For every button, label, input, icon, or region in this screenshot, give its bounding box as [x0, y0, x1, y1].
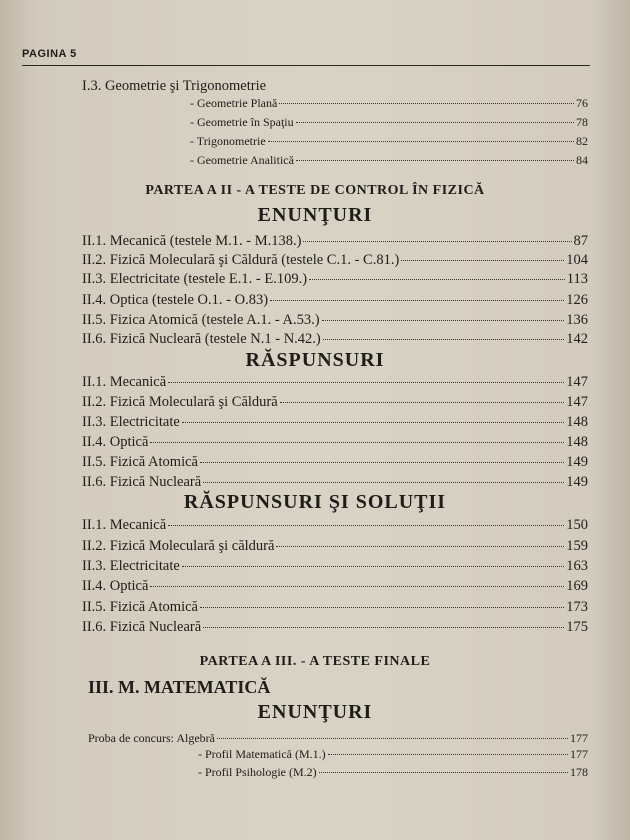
- toc-entry-text: II.3. Electricitate: [82, 414, 180, 430]
- toc-entry-text: - Profil Psihologie (M.2): [198, 765, 317, 779]
- toc-entry: [82, 414, 588, 431]
- dot-leader: [296, 122, 574, 123]
- toc-entry: [190, 115, 588, 130]
- toc-entry-page: 150: [566, 517, 588, 533]
- toc-entry: [198, 765, 588, 780]
- toc-entry-text: II.2. Fizică Moleculară şi Căldură: [82, 394, 278, 410]
- toc-entry-page: 147: [566, 394, 588, 410]
- toc-section-title: [82, 78, 266, 95]
- toc-entry-page: 163: [566, 558, 588, 574]
- toc-entry: [82, 599, 588, 616]
- toc-entry-page: 87: [573, 233, 588, 249]
- dot-leader: [323, 339, 565, 340]
- dot-leader: [168, 382, 564, 383]
- toc-entry-text: II.4. Optică: [82, 578, 149, 594]
- dot-leader: [217, 738, 568, 739]
- toc-entry: [190, 96, 588, 111]
- toc-entry-text: I.3. Geometrie şi Trigonometrie: [82, 78, 267, 94]
- toc-entry-page: 177: [570, 731, 588, 745]
- dot-leader: [150, 586, 564, 587]
- toc-entry-page: 136: [566, 312, 588, 328]
- page-label: PAGINA 5: [22, 48, 77, 60]
- section-heading: ENUNŢURI: [257, 701, 373, 723]
- toc-entry-page: 177: [570, 747, 588, 761]
- dot-leader: [401, 260, 564, 261]
- dot-leader: [322, 320, 565, 321]
- toc-entry-text: II.3. Electricitate: [82, 558, 180, 574]
- toc-entry-page: 148: [566, 434, 588, 450]
- toc-entry-page: 148: [566, 414, 588, 430]
- dot-leader: [168, 525, 564, 526]
- toc-entry-page: 173: [566, 599, 588, 615]
- dot-leader: [279, 103, 574, 104]
- part-title: PARTEA A II - A TESTE DE CONTROL ÎN FIZICĂ: [145, 183, 485, 198]
- toc-entry-text: II.5. Fizică Atomică: [82, 454, 198, 470]
- subject-title: III. M. MATEMATICĂ: [88, 677, 271, 697]
- toc-entry-page: 159: [566, 538, 588, 554]
- toc-entry-page: 149: [566, 474, 588, 490]
- part-title: PARTEA A III. - A TESTE FINALE: [199, 654, 431, 669]
- dot-leader: [309, 279, 565, 280]
- dot-leader: [270, 300, 564, 301]
- toc-entry-page: 169: [566, 578, 588, 594]
- toc-entry-text: - Geometrie Plană: [190, 96, 278, 110]
- toc-entry-text: Proba de concurs: Algebră: [88, 731, 215, 745]
- toc-entry-page: 78: [576, 115, 588, 129]
- toc-entry: [82, 619, 588, 636]
- dot-leader: [276, 546, 564, 547]
- toc-entry: [82, 394, 588, 411]
- toc-entry-page: 149: [566, 454, 588, 470]
- toc-entry-text: II.1. Mecanică (testele M.1. - M.138.): [82, 233, 302, 249]
- toc-entry: [82, 233, 588, 250]
- dot-leader: [200, 607, 564, 608]
- toc-entry-text: II.6. Fizică Nucleară: [82, 474, 202, 490]
- toc-entry-text: II.5. Fizica Atomică (testele A.1. - A.53.): [82, 312, 320, 328]
- toc-entry: [82, 558, 588, 575]
- toc-entry-text: II.6. Fizică Nucleară: [82, 619, 202, 635]
- toc-entry-page: 126: [566, 292, 588, 308]
- toc-entry-text: II.1. Mecanică: [82, 374, 167, 390]
- dot-leader: [296, 160, 574, 161]
- toc-entry-text: II.4. Optică: [82, 434, 149, 450]
- toc-entry-text: II.5. Fizică Atomică: [82, 599, 198, 615]
- toc-entry-text: - Trigonometrie: [190, 134, 266, 148]
- toc-entry: [82, 538, 588, 555]
- toc-entry-text: - Geometrie Analitică: [190, 153, 294, 167]
- toc-entry: [198, 747, 588, 762]
- toc-entry-text: II.3. Electricitate (testele E.1. - E.109.): [82, 271, 308, 287]
- dot-leader: [182, 422, 564, 423]
- section-heading: RĂSPUNSURI ŞI SOLUŢII: [183, 491, 447, 513]
- toc-entry: [82, 292, 588, 309]
- toc-entry: [82, 517, 588, 534]
- toc-entry-page: 175: [566, 619, 588, 635]
- toc-entry: [190, 134, 588, 149]
- toc-entry-text: - Profil Matematică (M.1.): [198, 747, 326, 761]
- toc-entry: [82, 474, 588, 491]
- section-heading: RĂSPUNSURI: [245, 349, 385, 371]
- dot-leader: [280, 402, 565, 403]
- dot-leader: [268, 141, 574, 142]
- toc-entry-page: 84: [576, 153, 588, 167]
- toc-entry-text: II.2. Fizică Moleculară şi Căldură (testele C.1. - C.81.): [82, 252, 400, 268]
- toc-entry: [88, 731, 588, 746]
- dot-leader: [303, 241, 571, 242]
- toc-entry: [82, 374, 588, 391]
- dot-leader: [319, 772, 568, 773]
- dot-leader: [203, 482, 564, 483]
- toc-entry-page: 147: [566, 374, 588, 390]
- dot-leader: [328, 754, 568, 755]
- toc-entry: [82, 252, 588, 269]
- toc-entry: [82, 312, 588, 329]
- section-heading: ENUNŢURI: [257, 204, 373, 226]
- toc-entry-page: 142: [566, 331, 588, 347]
- toc-entry: [82, 578, 588, 595]
- toc-entry: [82, 271, 588, 288]
- toc-entry-text: II.4. Optica (testele O.1. - O.83): [82, 292, 269, 308]
- toc-entry-page: 82: [576, 134, 588, 148]
- toc-entry-page: 113: [566, 271, 588, 287]
- dot-leader: [203, 627, 564, 628]
- toc-entry-text: II.1. Mecanică: [82, 517, 167, 533]
- dot-leader: [182, 566, 564, 567]
- toc-entry: [82, 331, 588, 348]
- toc-entry-page: 104: [566, 252, 588, 268]
- toc-entry-text: II.2. Fizică Moleculară şi căldură: [82, 538, 275, 554]
- toc-entry: [190, 153, 588, 168]
- toc-entry-page: 178: [570, 765, 588, 779]
- dot-leader: [150, 442, 564, 443]
- toc-entry-text: - Geometrie în Spaţiu: [190, 115, 294, 129]
- toc-entry-text: II.6. Fizică Nucleară (testele N.1 - N.42.): [82, 331, 321, 347]
- toc-entry-page: 76: [576, 96, 588, 110]
- dot-leader: [200, 462, 564, 463]
- toc-entry: [82, 454, 588, 471]
- toc-entry: [82, 434, 588, 451]
